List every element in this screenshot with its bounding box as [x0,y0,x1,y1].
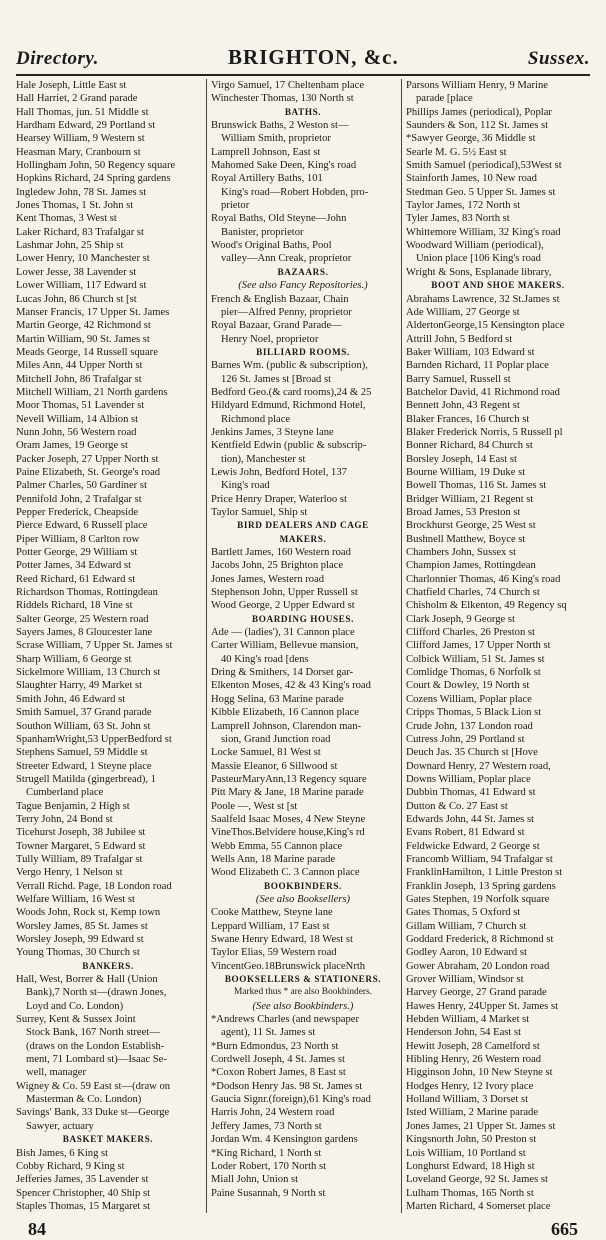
directory-entry: Cozens William, Poplar place [406,693,532,705]
entry-continuation: Bank),7 North st—(drawn Jones, [26,987,167,999]
directory-entry: Barry Samuel, Russell st [406,373,511,385]
directory-entry: Welfare William, 16 West st [16,893,135,905]
directory-entry: Feldwicke Edward, 2 George st [406,840,540,852]
directory-entry: Jordan Wm. 4 Kensington gardens [211,1134,358,1146]
directory-entry: Chatfield Charles, 74 Church st [406,587,540,599]
directory-entry: PasteurMaryAnn,13 Regency square [211,773,367,785]
directory-entry: Wigney & Co. 59 East st—(draw on [16,1080,171,1092]
directory-entry: Scrase William, 7 Upper St. James st [16,640,173,652]
directory-entry: Bonner Richard, 84 Church st [406,440,533,452]
column-2 [206,79,395,1213]
directory-entry: AldertonGeorge,15 Kensington place [406,320,565,332]
directory-entry: Woodward William (periodical), [406,240,544,252]
directory-entry: Heasman Mary, Cranbourn st [16,146,141,158]
entry-continuation: Stock Bank, 167 North street— [26,1027,160,1039]
directory-entry: Stedman Geo. 5 Upper St. James st [406,186,556,198]
entry-continuation: parade [place [416,93,473,105]
directory-entry: Cobby Richard, 9 King st [16,1160,125,1172]
directory-entry: Chisholm & Elkenton, 49 Regency sq [406,600,567,612]
directory-entry: Franklin Joseph, 13 Spring gardens [406,880,556,892]
directory-entry: Whittemore William, 32 King's road [406,226,561,238]
directory-entry: *Coxon Robert James, 8 East st [211,1067,346,1079]
directory-entry: *Sawyer George, 36 Middle st [406,133,536,145]
entry-continuation: valley—Ann Creak, proprietor [221,253,352,265]
directory-entry: VincentGeo.18Brunswick placeNrth [211,960,366,972]
directory-entry: Brunswick Baths, 2 Weston st— [211,120,349,132]
directory-entry: Hopkins Richard, 24 Spring gardens [16,173,171,185]
directory-entry: Moor Thomas, 51 Lavender st [16,400,145,412]
directory-entry: Surrey, Kent & Sussex Joint [16,1014,136,1026]
trade-heading: BOARDING HOUSES. [251,613,354,624]
directory-entry: Hearsey William, 9 Western st [16,133,145,145]
directory-entry: Charlonnier Thomas, 46 King's road [406,573,561,585]
directory-entry: Lamprell Johnson, East st [211,146,321,158]
directory-entry: Tague Benjamin, 2 High st [16,800,130,812]
directory-entry: Royal Baths, Old Steyne—John [211,213,347,225]
directory-entry: Vergo Henry, 1 Nelson st [16,867,123,879]
directory-entry: Comlidge Thomas, 6 Norfolk st [406,667,541,679]
column-1 [16,79,200,1213]
column-3 [401,79,590,1213]
directory-entry: Paine Susannah, 9 North st [211,1187,326,1199]
directory-entry: Marten Richard, 4 Somerset place [406,1200,551,1212]
directory-entry: Harris John, 24 Western road [211,1107,335,1119]
directory-entry: VineThos.Belvidere house,King's rd [211,827,365,839]
header-rule [16,74,590,76]
directory-entry: Verrall Richd. Page, 18 London road [16,880,172,892]
entry-continuation: 126 St. James st [Broad st [221,373,332,385]
directory-entry: Virgo Samuel, 17 Cheltenham place [211,80,365,91]
directory-entry: Cripps Thomas, 5 Black Lion st [406,707,542,719]
directory-entry: Pitt Mary & Jane, 18 Marine parade [211,787,364,799]
directory-entry: Deuch Jas. 35 Church st [Hove [406,747,538,759]
directory-entry: Staples Thomas, 15 Margaret st [16,1200,151,1212]
directory-entry: Grover William, Windsor st [406,974,524,986]
directory-entry: Clark Joseph, 9 George st [406,613,515,625]
directory-entry: Brockhurst George, 25 West st [406,520,536,532]
directory-entry: Hawes Henry, 24Upper St. James st [406,1000,559,1012]
entry-continuation: sion, Grand Junction road [221,733,331,745]
directory-entry: Leppard William, 17 East st [211,920,330,932]
directory-entry: Riddels Richard, 18 Vine st [16,600,133,612]
directory-entry: Webb Emma, 55 Cannon place [211,840,343,852]
directory-entry: Clifford James, 17 Upper North st [406,640,551,652]
trade-heading: BAZAARS. [277,266,329,277]
directory-entry: Swane Henry Edward, 18 West st [211,934,353,945]
directory-entry: Lewis John, Bedford Hotel, 137 [211,466,347,478]
directory-entry: Meads George, 14 Russell square [16,346,158,358]
directory-entry: Barnden Richard, 11 Poplar place [406,360,549,372]
page-number-left: 84 [28,1219,46,1240]
directory-entry: Taylor James, 172 North st [406,200,521,212]
directory-entry: Blaker Frederick Norris, 5 Russell pl [406,426,563,438]
directory-entry: Searle M. G. 5½ East st [406,146,507,158]
directory-entry: Crude John, 137 London road [406,720,533,732]
directory-entry: Lucas John, 86 Church st [st [16,293,137,305]
directory-entry: FranklinHamilton, 1 Little Preston st [406,867,563,879]
directory-entry: Spencer Christopher, 40 Ship st [16,1187,151,1199]
trade-heading: BASKET MAKERS. [62,1134,154,1145]
directory-entry: Hewitt Joseph, 28 Camelford st [406,1040,540,1052]
directory-entry: Nevell William, 14 Albion st [16,413,139,425]
directory-entry: Bartlett James, 160 Western road [211,547,351,559]
directory-entry: Hebden William, 4 Market st [406,1014,530,1026]
directory-entry: Parsons William Henry, 9 Marine [406,80,548,91]
directory-entry: Smith Samuel (periodical),53West st [406,160,562,172]
directory-entry: Strugell Matilda (gingerbread), 1 [16,773,157,785]
directory-entry: Blaker Frances, 16 Church st [406,413,530,425]
directory-entry: Loder Robert, 170 North st [211,1160,327,1172]
entry-continuation: (draws on the London Establish- [26,1040,165,1052]
entry-continuation: agent), 11 St. James st [221,1027,316,1039]
directory-entry: Holland William, 3 Dorset st [406,1094,529,1106]
directory-entry: SpanhamWright,53 UpperBedford st [16,733,172,745]
trade-heading: BOOT AND SHOE MAKERS. [431,280,565,291]
trade-heading: BIRD DEALERS AND CAGE [237,520,369,531]
directory-entry: Dubbin Thomas, 41 Edward st [406,787,536,799]
directory-entry: Piper William, 8 Carlton row [16,533,140,545]
directory-entry: Gower Abraham, 20 London road [406,960,550,972]
directory-entry: Winchester Thomas, 130 North st [211,93,354,105]
directory-entry: Hall, West, Borrer & Hall (Union [16,974,158,986]
directory-entry: Stephens Samuel, 59 Middle st [16,747,148,759]
directory-entry: Lamprell Johnson, Clarendon man- [211,720,362,732]
directory-entry: Phillips James (periodical), Poplar [406,106,552,118]
directory-entry: Henderson John, 54 East st [406,1027,522,1039]
directory-entry: Reed Richard, 61 Edward st [16,573,136,585]
trade-heading: BANKERS. [82,960,134,971]
directory-entry: Laker Richard, 83 Trafalgar st [16,226,144,238]
directory-entry: *Burn Edmondus, 23 North st [211,1040,339,1052]
directory-entry: Wood's Original Baths, Pool [211,240,332,252]
trade-heading: BILLIARD ROOMS. [256,346,350,357]
directory-entry: Oram James, 19 George st [16,440,128,452]
directory-entry: Ade William, 27 George st [406,306,520,318]
directory-entry: Bushnell Matthew, Boyce st [406,533,526,545]
entry-continuation: 40 King's road [dens [221,653,309,665]
directory-entry: Mitchell William, 21 North gardens [16,386,168,398]
directory-entry: Smith John, 46 Edward st [16,693,126,705]
directory-entry: Palmer Charles, 50 Gardiner st [16,480,147,492]
directory-entry: Saunders & Son, 112 St. James st [406,120,549,132]
directory-entry: Lois William, 10 Portland st [406,1147,526,1159]
directory-entry: Carter William, Bellevue mansion, [211,640,359,652]
directory-entry: Harvey George, 27 Grand parade [406,987,547,999]
page-footer [16,1219,590,1240]
directory-entry: Hogg Selina, 63 Marine parade [211,693,344,705]
directory-entry: Nunn John, 56 Western road [16,426,137,438]
running-head-title: BRIGHTON, &c. [228,45,399,69]
directory-entry: Chambers John, Sussex st [406,547,517,559]
directory-entry: Wood George, 2 Upper Edward st [211,600,355,612]
page-header [16,36,590,70]
directory-entry: Massie Eleanor, 6 Sillwood st [211,760,338,772]
directory-entry: Hardham Edward, 29 Portland st [16,120,156,132]
directory-entry: Borsley Joseph, 14 East st [406,453,517,465]
directory-entry: Smith Samuel, 37 Grand parade [16,707,152,719]
directory-entry: Batchelor David, 41 Richmond road [406,386,560,398]
directory-entry: Pepper Frederick, Cheapside [16,507,139,518]
directory-entry: Hall Harriet, 2 Grand parade [16,93,138,105]
directory-entry: Pennifold John, 2 Trafalgar st [16,493,142,505]
directory-entry: Dring & Smithers, 14 Dorset gar- [211,667,354,679]
directory-entry: Slaughter Harry, 49 Market st [16,680,143,692]
directory-entry: Elkenton Moses, 42 & 43 King's road [211,680,371,692]
entry-continuation: Henry Noel, proprietor [221,333,319,345]
directory-entry: Streeter Edward, 1 Steyne place [16,760,152,772]
directory-entry: Southon William, 63 St. John st [16,720,151,732]
directory-entry: Tully William, 89 Trafalgar st [16,853,143,865]
entry-continuation: tion), Manchester st [221,453,306,465]
directory-entry: Jones Thomas, 1 St. John st [16,200,134,212]
directory-entry: Jefferies James, 35 Lavender st [16,1174,149,1186]
trade-heading: BOOKBINDERS. [264,880,342,891]
directory-entry: Mahomed Sake Deen, King's road [211,160,357,172]
directory-entry: Sharp William, 6 George st [16,653,132,665]
directory-entry: Savings' Bank, 33 Duke st—George [16,1107,170,1119]
entry-continuation: pier—Alfred Penny, proprietor [221,306,352,318]
directory-entry: Gillam William, 7 Church st [406,920,527,932]
directory-entry: Young Thomas, 30 Church st [16,947,140,959]
section-note: Marked thus * are also Bookbinders. [234,987,372,998]
directory-entry: Downard Henry, 27 Western road, [406,760,551,772]
directory-entry: Hall Thomas, jun. 51 Middle st [16,106,149,118]
directory-entry: Cutress John, 29 Portland st [406,733,525,745]
entry-continuation: Richmond place [221,413,291,425]
entry-continuation: King's road [221,480,270,492]
directory-entry: Ticehurst Joseph, 38 Jubilee st [16,827,146,839]
directory-entry: Stephenson John, Upper Russell st [211,587,358,599]
directory-entry: Wood Elizabeth C. 3 Cannon place [211,867,360,879]
directory-entry: Ade — (ladies'), 31 Cannon place [211,627,355,639]
directory-entry: Tyler James, 83 North st [406,213,510,225]
directory-entry: Manser Francis, 17 Upper St. James [16,306,170,318]
directory-entry: Barnes Wm. (public & subscription), [211,360,368,372]
entry-continuation: Cumberland place [26,787,104,799]
directory-entry: Champion James, Rottingdean [406,560,536,572]
directory-entry: Baker William, 103 Edward st [406,346,535,358]
directory-entry: Broad James, 53 Preston st [406,507,521,518]
directory-entry: *Dodson Henry Jas. 98 St. James st [211,1080,363,1092]
directory-entry: Wells Ann, 18 Marine parade [211,853,336,865]
directory-entry: Goddard Frederick, 8 Richmond st [406,934,554,945]
directory-entry: Kingsnorth John, 50 Preston st [406,1134,537,1146]
cross-reference: (See also Booksellers) [255,893,351,905]
entry-continuation: prietor [221,200,250,212]
directory-entry: Wright & Sons, Esplanade library, [406,266,552,278]
entry-continuation: William Smith, proprietor [221,133,331,145]
directory-entry: Lower Jesse, 38 Lavender st [16,266,137,278]
directory-entry: Colbick William, 51 St. James st [406,653,545,665]
directory-entry: Hildyard Edmund, Richmond Hotel, [211,400,366,412]
directory-entry: Sickelmore William, 13 Church st [16,667,161,679]
directory-entry: Evans Robert, 81 Edward st [406,827,525,839]
directory-entry: Cooke Matthew, Steyne lane [211,907,333,919]
entry-continuation: well, manager [26,1067,87,1079]
entry-continuation: Masterman & Co. London) [26,1094,142,1106]
directory-entry: Hollingham John, 50 Regency square [16,160,176,172]
directory-entry: Kent Thomas, 3 West st [16,213,117,225]
directory-entry: Bish James, 6 King st [16,1147,109,1159]
directory-entry: Hibling Henry, 26 Western road [406,1054,542,1066]
entry-continuation: ment, 71 Lombard st)—Isaac Se- [26,1054,167,1066]
directory-entry: Packer Joseph, 27 Upper North st [16,453,159,465]
directory-entry: Worsley Joseph, 99 Edward st [16,934,144,945]
directory-entry: Lashmar John, 25 Ship st [16,240,124,252]
trade-heading: BOOKSELLERS & STATIONERS. [224,974,382,985]
directory-entry: Mitchell John, 86 Trafalgar st [16,373,142,385]
directory-entry: Bedford Geo.(& card rooms),24 & 25 [211,386,372,398]
entry-continuation: Banister, proprietor [221,226,304,238]
directory-entry: Kentfield Edwin (public & subscrip- [211,440,367,452]
directory-entry: Salter George, 25 Western road [16,613,149,625]
directory-entry: Jenkins James, 3 Steyne lane [211,426,334,438]
directory-entry: Martin William, 90 St. James st [16,333,150,345]
directory-entry: Stainforth James, 10 New road [406,173,537,185]
directory-entry: Gaucia Signr.(foreign),61 King's road [211,1094,371,1106]
directory-entry: Clifford Charles, 26 Preston st [406,627,535,639]
directory-entry: Bowell Thomas, 116 St. James st [406,480,547,492]
entry-continuation: Union place [106 King's road [416,253,541,265]
directory-entry: Potter George, 29 William st [16,547,138,559]
directory-entry: Jones James, Western road [211,573,325,585]
trade-heading: MAKERS. [279,533,327,544]
directory-entry: Martin George, 42 Richmond st [16,320,151,332]
trade-heading: BATHS. [284,106,322,117]
listing-columns [16,79,590,1213]
directory-entry: Isted William, 2 Marine parade [406,1107,539,1119]
directory-entry: Downs William, Poplar place [406,773,531,785]
directory-entry: Bourne William, 19 Duke st [406,466,526,478]
directory-entry: Royal Bazaar, Grand Parade— [211,320,342,332]
directory-entry: Woods John, Rock st, Kemp town [16,907,161,919]
directory-entry: Jones James, 21 Upper St. James st [406,1120,556,1132]
directory-entry: Dutton & Co. 27 East st [406,800,508,812]
directory-entry: Towner Margaret, 5 Edward st [16,840,146,852]
directory-entry: Lower Henry, 10 Manchester st [16,253,150,265]
entry-continuation: King's road—Robert Hobden, pro- [221,186,369,198]
directory-entry: Miles Ann, 44 Upper North st [16,360,143,372]
directory-entry: Gates Thomas, 5 Oxford st [406,907,521,919]
entry-continuation: Sawyer, actuary [26,1120,94,1132]
directory-entry: Attrill John, 5 Bedford st [406,333,513,345]
directory-entry: Loveland George, 92 St. James st [406,1174,548,1186]
directory-entry: Lulham Thomas, 165 North st [406,1187,534,1199]
running-head-left: Directory. [16,48,99,69]
directory-entry: Locke Samuel, 81 West st [211,747,321,759]
directory-entry: *Andrews Charles (and newspaper [211,1014,359,1026]
directory-entry: *King Richard, 1 North st [211,1147,322,1159]
directory-entry: Cordwell Joseph, 4 St. James st [211,1054,345,1066]
directory-entry: Abrahams Lawrence, 32 St.James st [406,293,560,305]
directory-entry: Royal Artillery Baths, 101 [211,173,323,185]
directory-entry: Poole —, West st [st [211,800,298,812]
directory-entry: Gates Stephen, 19 Norfolk square [406,893,550,905]
directory-entry: Ingledew John, 78 St. James st [16,186,147,198]
directory-entry: Higginson John, 10 New Steyne st [406,1067,553,1079]
directory-entry: Saalfeld Isaac Moses, 4 New Steyne [211,813,366,825]
directory-entry: French & English Bazaar, Chain [211,293,349,305]
directory-entry: Lower William, 117 Edward st [16,280,147,292]
directory-entry: Worsley James, 85 St. James st [16,920,148,932]
directory-entry: Pierce Edward, 6 Russell place [16,520,148,532]
directory-entry: Terry John, 24 Bond st [16,813,113,825]
directory-entry: Hodges Henry, 12 Ivory place [406,1080,534,1092]
directory-entry: Francomb William, 94 Trafalgar st [406,853,553,865]
directory-entry: Hale Joseph, Little East st [16,80,127,91]
directory-entry: Longhurst Edward, 18 High st [406,1160,535,1172]
directory-entry: Jeffery James, 73 North st [211,1120,322,1132]
directory-entry: Court & Dowley, 19 North st [406,680,530,692]
directory-entry: Paine Elizabeth, St. George's road [16,466,161,478]
directory-entry: Price Henry Draper, Waterloo st [211,493,347,505]
running-head-right: Sussex. [527,48,590,69]
page-number-right: 665 [551,1219,578,1240]
directory-entry: Jacobs John, 25 Brighton place [211,560,344,572]
directory-entry: Godley Aaron, 10 Edward st [406,947,527,959]
directory-entry: Taylor Samuel, Ship st [211,507,308,518]
directory-entry: Richardson Thomas, Rottingdean [16,587,158,599]
directory-entry: Kibble Elizabeth, 16 Cannon place [211,707,359,719]
directory-entry: Sayers James, 8 Gloucester lane [16,627,153,639]
cross-reference: (See also Fancy Repositories.) [238,280,368,292]
entry-continuation: Loyd and Co. London) [26,1000,124,1012]
directory-entry: Potter James, 34 Edward st [16,560,132,572]
directory-entry: Edwards John, 44 St. James st [406,813,535,825]
directory-entry: Bridger William, 21 Regent st [406,493,534,505]
directory-entry: Miall John, Union st [211,1174,299,1186]
directory-entry: Bennett John, 43 Regent st [406,400,520,412]
directory-entry: Taylor Elias, 59 Western road [211,947,337,959]
cross-reference: (See also Bookbinders.) [252,1000,354,1012]
